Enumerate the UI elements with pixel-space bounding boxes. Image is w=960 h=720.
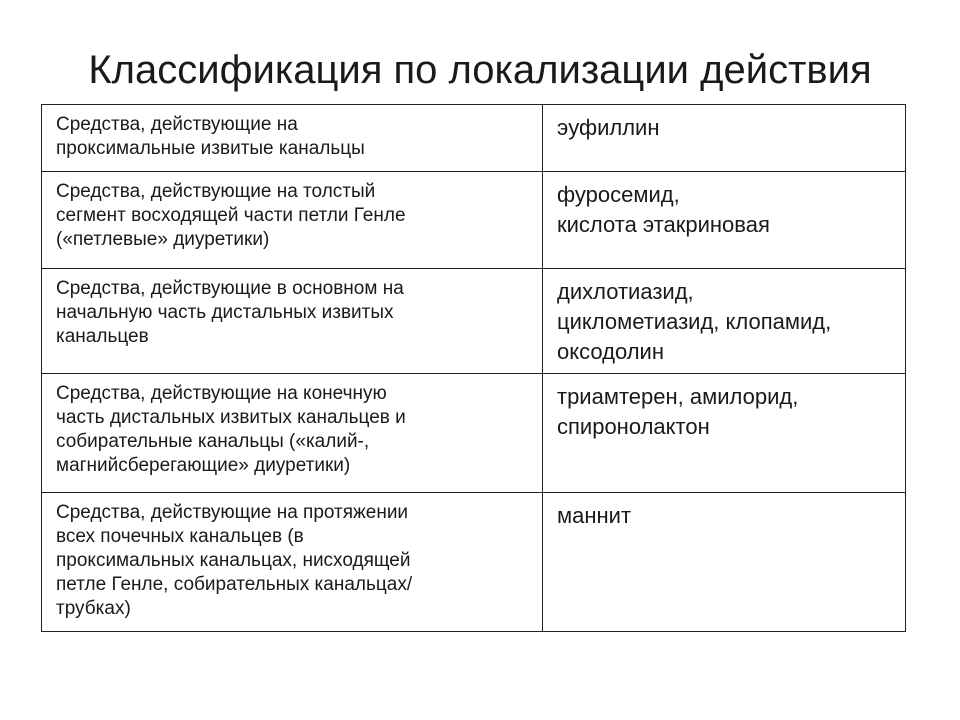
table-row: [42, 172, 906, 269]
group-cell: [42, 374, 543, 493]
drug-text-line: триамтерен, амилорид,: [557, 384, 799, 409]
table-row: [42, 269, 906, 374]
drugs-cell: [543, 493, 906, 632]
table-row: [42, 374, 906, 493]
group-text-line: петле Генле, собирательных канальцах/: [56, 574, 413, 595]
group-text-line: начальную часть дистальных извитых: [56, 302, 394, 323]
classification-table: [41, 104, 906, 632]
drug-text-line: фуросемид,: [557, 182, 680, 207]
group-text-line: Средства, действующие на: [56, 114, 298, 135]
group-cell: [42, 269, 543, 374]
drug-text-line: маннит: [557, 503, 632, 528]
drugs-cell: [543, 269, 906, 374]
group-text-line: Средства, действующие на конечную: [56, 383, 387, 404]
drug-text-line: спиронолактон: [557, 414, 710, 439]
group-text-line: собирательные канальцы («калий-,: [56, 431, 370, 452]
group-text-line: сегмент восходящей части петли Генле: [56, 205, 406, 226]
drugs-cell: [543, 374, 906, 493]
group-text-line: часть дистальных извитых канальцев и: [56, 407, 406, 428]
table-row: [42, 105, 906, 172]
page-title: Классификация по локализации действия: [88, 48, 872, 92]
group-text-line: («петлевые» диуретики): [56, 229, 270, 250]
drug-text-line: эуфиллин: [557, 115, 660, 140]
group-text-line: проксимальные извитые канальцы: [56, 138, 365, 159]
group-cell: [42, 172, 543, 269]
group-text-line: магнийсберегающие» диуретики): [56, 455, 351, 476]
group-text-line: Средства, действующие на протяжении: [56, 502, 409, 523]
drug-text-line: оксодолин: [557, 339, 664, 364]
group-text-line: Средства, действующие на толстый: [56, 181, 376, 202]
drug-text-line: дихлотиазид,: [557, 279, 694, 304]
drugs-cell: [543, 172, 906, 269]
group-cell: [42, 105, 543, 172]
group-text-line: Средства, действующие в основном на: [56, 278, 404, 299]
group-text-line: трубках): [56, 598, 131, 619]
group-text-line: канальцев: [56, 326, 149, 347]
drugs-cell: [543, 105, 906, 172]
group-text-line: проксимальных канальцах, нисходящей: [56, 550, 411, 571]
drug-text-line: циклометиазид, клопамид,: [557, 309, 832, 334]
group-cell: [42, 493, 543, 632]
drug-text-line: кислота этакриновая: [557, 212, 770, 237]
table-row: [42, 493, 906, 632]
group-text-line: всех почечных канальцев (в: [56, 526, 304, 547]
